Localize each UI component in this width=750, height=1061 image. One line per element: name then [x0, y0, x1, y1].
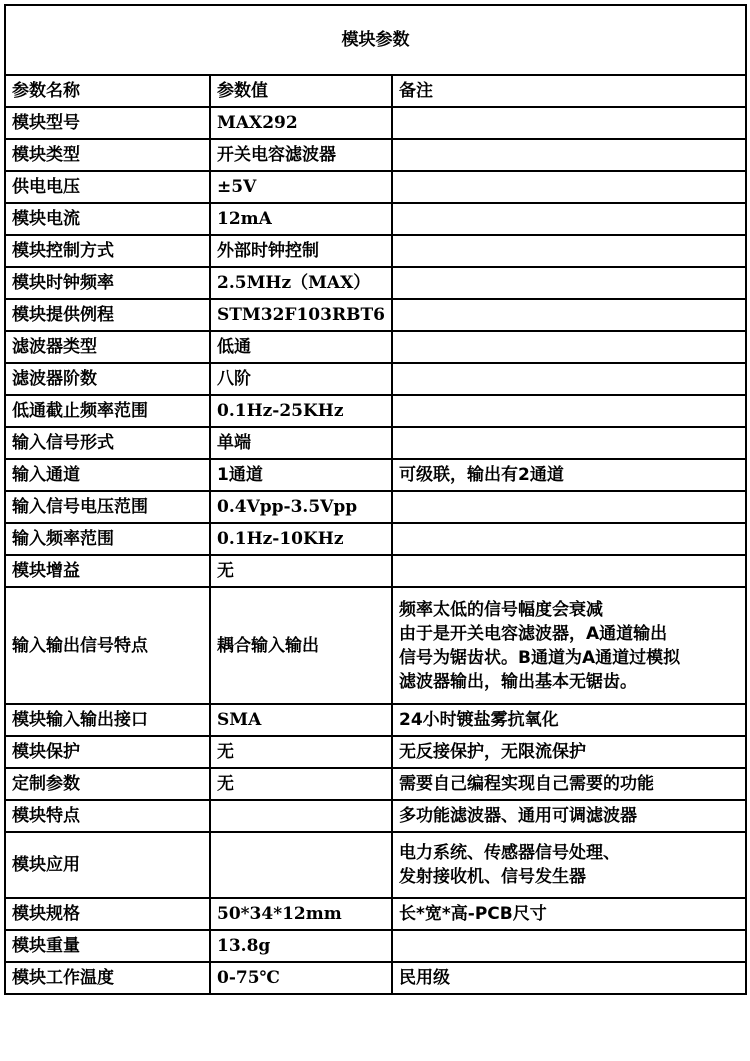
param-name: 低通截止频率范围: [5, 395, 210, 427]
param-note: 多功能滤波器、通用可调滤波器: [392, 800, 746, 832]
param-name: 供电电压: [5, 171, 210, 203]
param-name: 滤波器阶数: [5, 363, 210, 395]
param-note: [392, 395, 746, 427]
param-value: 低通: [210, 331, 392, 363]
table-row: [5, 523, 746, 555]
param-value: ±5V: [210, 171, 392, 203]
param-value: 1通道: [210, 459, 392, 491]
module-parameters-document: [4, 4, 745, 995]
param-value: 2.5MHz（MAX）: [210, 267, 392, 299]
param-value: 外部时钟控制: [210, 235, 392, 267]
param-name: 模块增益: [5, 555, 210, 587]
table-row: [5, 768, 746, 800]
param-value: STM32F103RBT6: [210, 299, 392, 331]
param-note: [392, 235, 746, 267]
param-note: 24小时镀盐雾抗氧化: [392, 704, 746, 736]
param-name: 模块特点: [5, 800, 210, 832]
note-line: 电力系统、传感器信号处理、: [399, 843, 620, 863]
param-value: [210, 800, 392, 832]
header-note: 备注: [392, 75, 746, 107]
note-line: 信号为锯齿状。B通道为A通道过模拟: [399, 647, 681, 668]
param-value: 无: [210, 768, 392, 800]
param-note: 无反接保护，无限流保护: [392, 736, 746, 768]
table-row: [5, 704, 746, 736]
param-value: SMA: [210, 704, 392, 736]
table-row: [5, 555, 746, 587]
param-value: [210, 832, 392, 898]
table-row: [5, 267, 746, 299]
note-line: 频率太低的信号幅度会衰减: [399, 599, 603, 620]
param-name: 模块输入输出接口: [5, 704, 210, 736]
note-line: 由于是开关电容滤波器，A通道输出: [399, 623, 668, 644]
param-note: [392, 171, 746, 203]
note-line: 发射接收机、信号发生器: [399, 867, 586, 887]
param-name: 模块提供例程: [5, 299, 210, 331]
param-name: 模块类型: [5, 139, 210, 171]
param-note: 需要自己编程实现自己需要的功能: [392, 768, 746, 800]
table-row: [5, 898, 746, 930]
param-name: 模块时钟频率: [5, 267, 210, 299]
param-value: 八阶: [210, 363, 392, 395]
table-row: [5, 736, 746, 768]
param-note: [392, 299, 746, 331]
header-row: [5, 75, 746, 107]
table-row: [5, 331, 746, 363]
param-name: 输入输出信号特点: [5, 587, 210, 704]
param-value: 0.1Hz-25KHz: [210, 395, 392, 427]
param-note: [392, 139, 746, 171]
param-note: 民用级: [392, 962, 746, 994]
param-name: 模块工作温度: [5, 962, 210, 994]
param-note: [392, 203, 746, 235]
param-value: 耦合输入输出: [210, 587, 392, 704]
param-name: 模块电流: [5, 203, 210, 235]
param-name: 滤波器类型: [5, 331, 210, 363]
param-value: 单端: [210, 427, 392, 459]
param-note: [392, 363, 746, 395]
param-note: [392, 427, 746, 459]
param-value: 0.1Hz-10KHz: [210, 523, 392, 555]
header-value: 参数值: [210, 75, 392, 107]
param-value: 无: [210, 736, 392, 768]
table-row: [5, 171, 746, 203]
param-note: 长*宽*高-PCB尺寸: [392, 898, 746, 930]
table-row: [5, 427, 746, 459]
param-value: MAX292: [210, 107, 392, 139]
table-row: [5, 491, 746, 523]
param-note: 可级联，输出有2通道: [392, 459, 746, 491]
param-value: 无: [210, 555, 392, 587]
parameter-table: [4, 4, 747, 995]
table-row: [5, 587, 746, 704]
table-row: [5, 363, 746, 395]
table-row: [5, 235, 746, 267]
param-name: 模块控制方式: [5, 235, 210, 267]
table-row: [5, 107, 746, 139]
param-name: 输入通道: [5, 459, 210, 491]
table-row: [5, 395, 746, 427]
table-row: [5, 800, 746, 832]
param-name: 模块重量: [5, 930, 210, 962]
param-note: [392, 832, 746, 898]
param-note: [392, 587, 746, 704]
table-row: [5, 930, 746, 962]
param-value: 0.4Vpp-3.5Vpp: [210, 491, 392, 523]
param-note: [392, 555, 746, 587]
param-note: [392, 491, 746, 523]
param-name: 输入信号形式: [5, 427, 210, 459]
param-name: 定制参数: [5, 768, 210, 800]
param-name: 模块应用: [5, 832, 210, 898]
param-note: [392, 331, 746, 363]
param-name: 输入信号电压范围: [5, 491, 210, 523]
param-value: 50*34*12mm: [210, 898, 392, 930]
param-name: 模块型号: [5, 107, 210, 139]
table-row: [5, 299, 746, 331]
param-value: 13.8g: [210, 930, 392, 962]
param-name: 模块保护: [5, 736, 210, 768]
param-name: 输入频率范围: [5, 523, 210, 555]
param-note: [392, 523, 746, 555]
param-value: 0-75℃: [210, 962, 392, 994]
table-row: [5, 139, 746, 171]
table-row: [5, 832, 746, 898]
note-line: 滤波器输出，输出基本无锯齿。: [399, 671, 637, 692]
param-value: 开关电容滤波器: [210, 139, 392, 171]
param-note: [392, 267, 746, 299]
param-note: [392, 107, 746, 139]
param-note: [392, 930, 746, 962]
table-row: [5, 203, 746, 235]
table-row: [5, 962, 746, 994]
table-row: [5, 459, 746, 491]
param-name: 模块规格: [5, 898, 210, 930]
table-title: 模块参数: [5, 5, 746, 75]
param-value: 12mA: [210, 203, 392, 235]
header-name: 参数名称: [5, 75, 210, 107]
